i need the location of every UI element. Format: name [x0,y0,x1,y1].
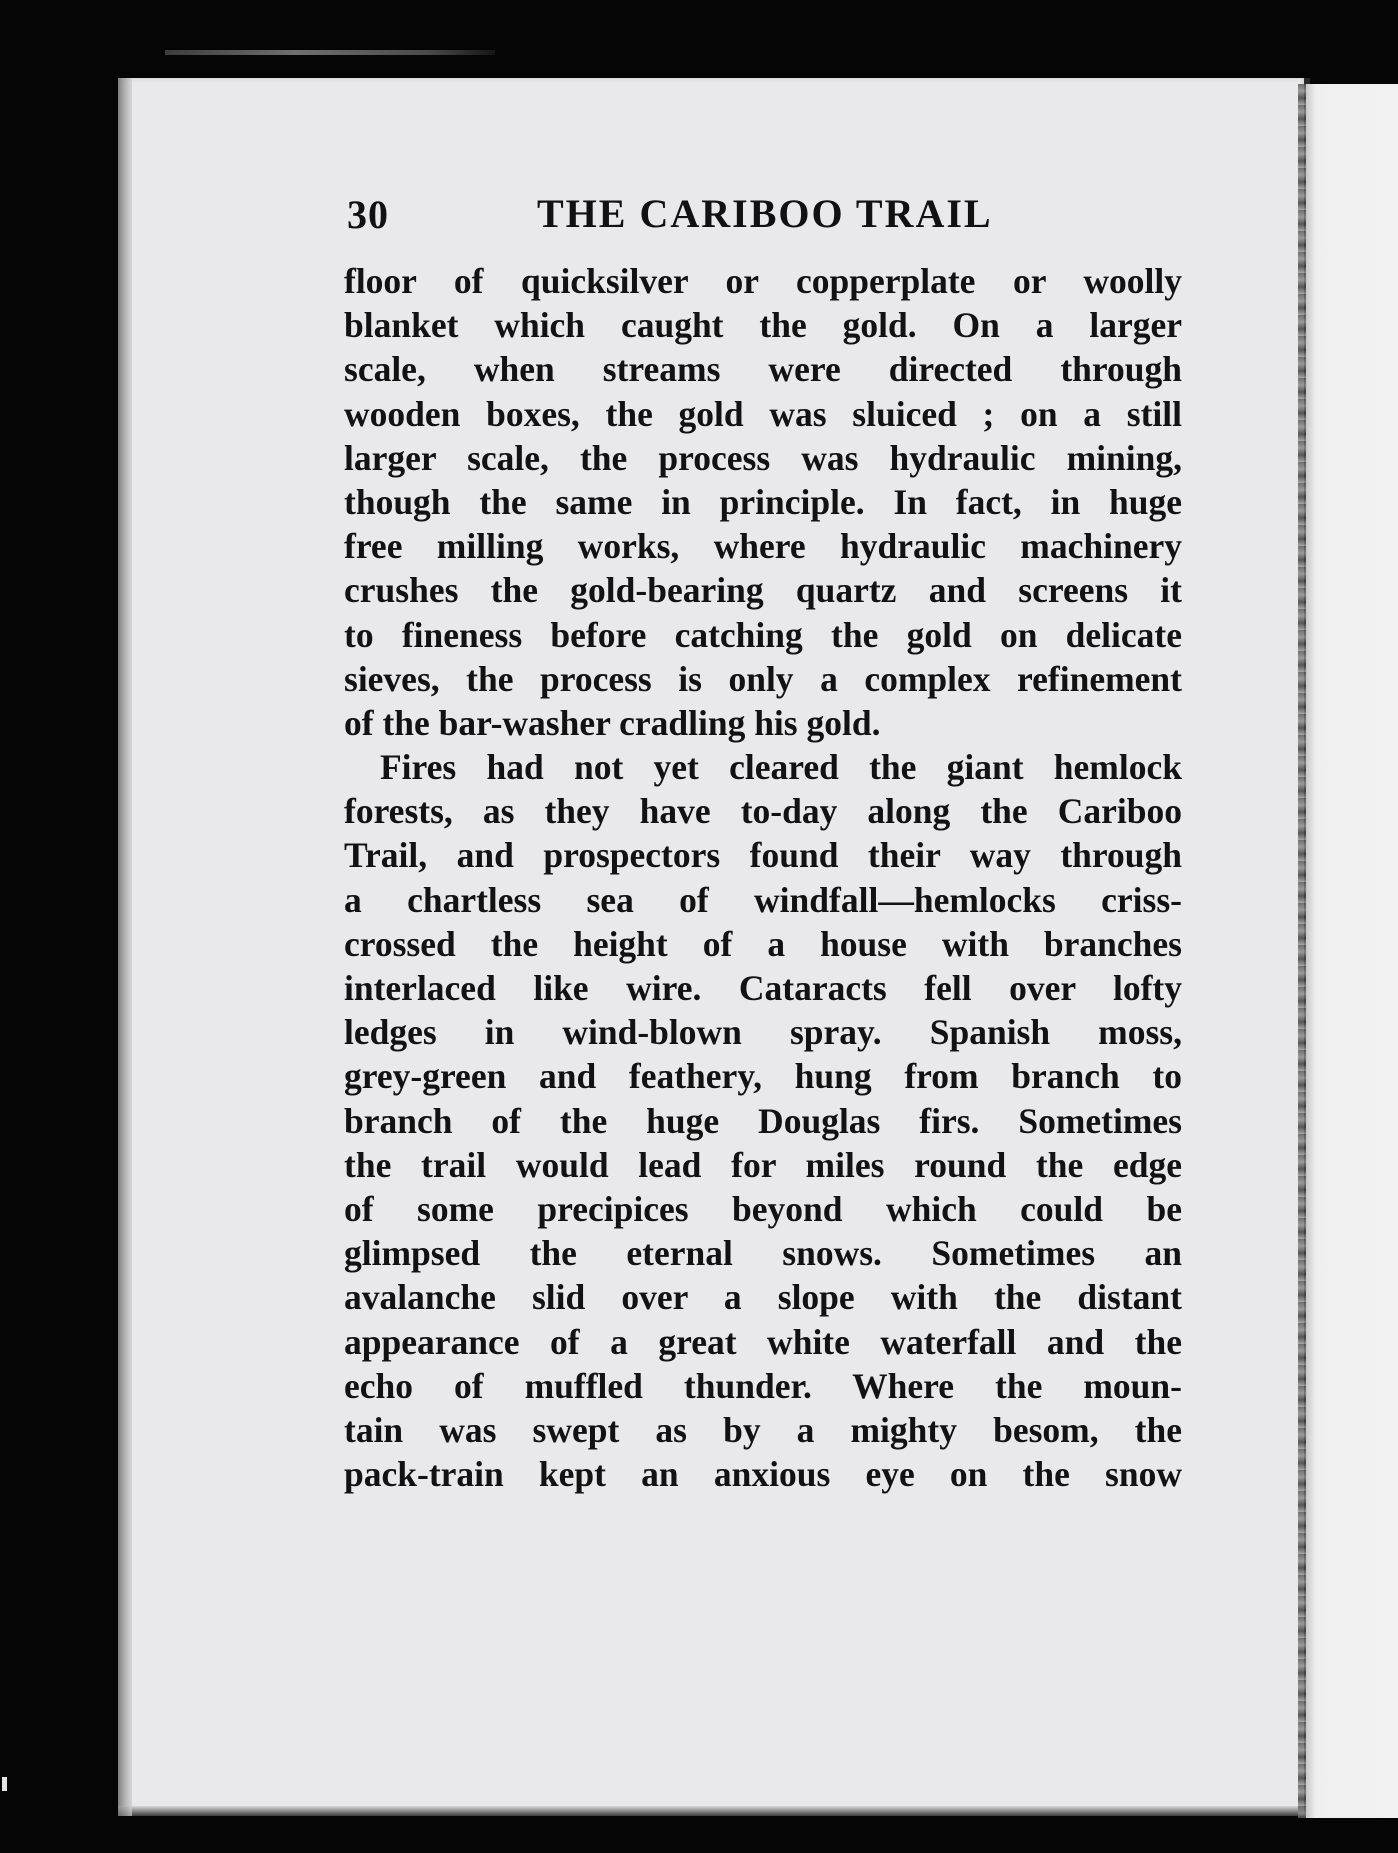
paragraph [344,745,1182,1496]
text-line: interlaced like wire. Cataracts fell over lofty [344,968,1182,1008]
text-line: the trail would lead for miles round the edge [344,1144,1182,1185]
text-line: Trail, and prospectors found their way through [344,835,1182,876]
text-line: of the bar-washer cradling his gold. [344,702,881,743]
running-head [347,188,1007,238]
text-line: floor of quicksilver or copperplate or woolly [344,261,1182,301]
text-line: of some precipices beyond which could be [344,1188,1182,1229]
text-line: Fires had not yet cleared the giant hemlock [380,747,1182,788]
text-line: crushes the gold-bearing quartz and screens it [344,570,1182,611]
body-text [344,259,1182,1496]
text-line: sieves, the process is only a complex refinement [344,658,1182,699]
text-line: pack-train kept an anxious eye on the snow [344,1454,1182,1495]
text-line: avalanche slid over a slope with the distant [344,1277,1182,1318]
text-line: grey-green and feathery, hung from branch to [344,1056,1182,1097]
running-title: THE CARIBOO TRAIL [537,191,993,236]
text-line: crossed the height of a house with branches [344,923,1182,964]
text-line: forests, as they have to-day along the Cariboo [344,791,1182,832]
text-line: glimpsed the eternal snows. Sometimes an [344,1233,1182,1274]
text-line: echo of muffled thunder. Where the moun- [344,1365,1182,1406]
text-line: to fineness before catching the gold on delicate [344,614,1182,655]
film-edge-streak [165,50,495,55]
text-line: larger scale, the process was hydraulic mining, [344,437,1182,478]
text-line: appearance of a great white waterfall and the [344,1321,1182,1362]
facing-page [1306,84,1398,1818]
text-line: scale, when streams were directed through [344,349,1182,390]
spine-shadow [118,78,132,1816]
page-number: 30 [347,192,389,237]
text-line: ledges in wind-blown spray. Spanish moss, [344,1012,1182,1053]
text-line: free milling works, where hydraulic machinery [344,526,1182,567]
text-line: branch of the huge Douglas firs. Sometimes [344,1100,1182,1141]
text-line: though the same in principle. In fact, in huge [344,481,1182,522]
text-line: tain was swept as by a mighty besom, the [344,1409,1182,1450]
text-line: blanket which caught the gold. On a larger [344,305,1182,346]
text-line: a chartless sea of windfall—hemlocks criss- [344,879,1182,920]
text-line: wooden boxes, the gold was sluiced ; on a still [344,393,1182,434]
paragraph [344,259,1182,745]
scan-edge-mark [2,1777,7,1791]
